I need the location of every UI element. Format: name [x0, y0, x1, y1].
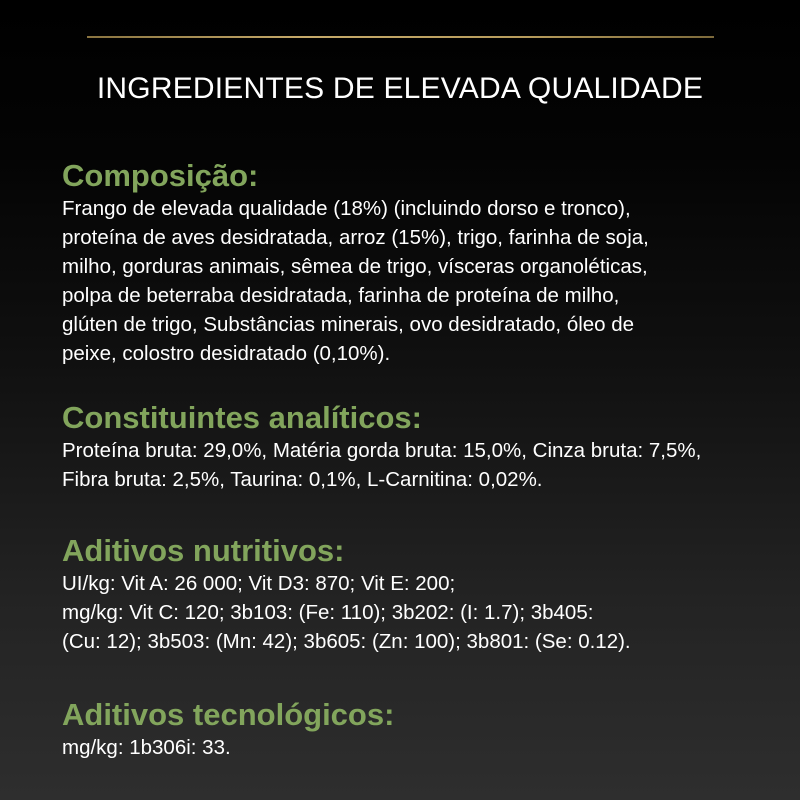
- text-line: Proteína bruta: 29,0%, Matéria gorda bruta: 15,0%, Cinza bruta: 7,5%,: [62, 439, 702, 462]
- text-line: mg/kg: Vit C: 120; 3b103: (Fe: 110); 3b202: (I: 1.7); 3b405:: [62, 601, 594, 624]
- section-heading: Aditivos tecnológicos:: [62, 697, 395, 732]
- text-line: polpa de beterraba desidratada, farinha de proteína de milho,: [62, 284, 620, 307]
- text-line: proteína de aves desidratada, arroz (15%), trigo, farinha de soja,: [62, 226, 649, 249]
- text-line: milho, gorduras animais, sêmea de trigo, vísceras organoléticas,: [62, 255, 648, 278]
- section-aditivos-tecnologicos: [62, 697, 762, 762]
- text-line: mg/kg: 1b306i: 33.: [62, 736, 231, 759]
- section-composicao: [62, 158, 762, 368]
- text-line: (Cu: 12); 3b503: (Mn: 42); 3b605: (Zn: 100); 3b801: (Se: 0.12).: [62, 630, 631, 653]
- text-line: glúten de trigo, Substâncias minerais, ovo desidratado, óleo de: [62, 313, 635, 336]
- text-line: peixe, colostro desidratado (0,10%).: [62, 342, 391, 365]
- text-line: Fibra bruta: 2,5%, Taurina: 0,1%, L-Carnitina: 0,02%.: [62, 468, 543, 491]
- text-line: Frango de elevada qualidade (18%) (incluindo dorso e tronco),: [62, 197, 631, 220]
- text-line: UI/kg: Vit A: 26 000; Vit D3: 870; Vit E: 200;: [62, 572, 456, 595]
- section-heading: Composição:: [62, 158, 259, 193]
- section-constituintes-analiticos: [62, 400, 762, 494]
- section-aditivos-nutritivos: [62, 533, 762, 656]
- page-title: INGREDIENTES DE ELEVADA QUALIDADE: [96, 72, 704, 105]
- section-heading: Constituintes analíticos:: [62, 400, 422, 435]
- section-heading: Aditivos nutritivos:: [62, 533, 345, 568]
- gold-divider: [87, 36, 714, 38]
